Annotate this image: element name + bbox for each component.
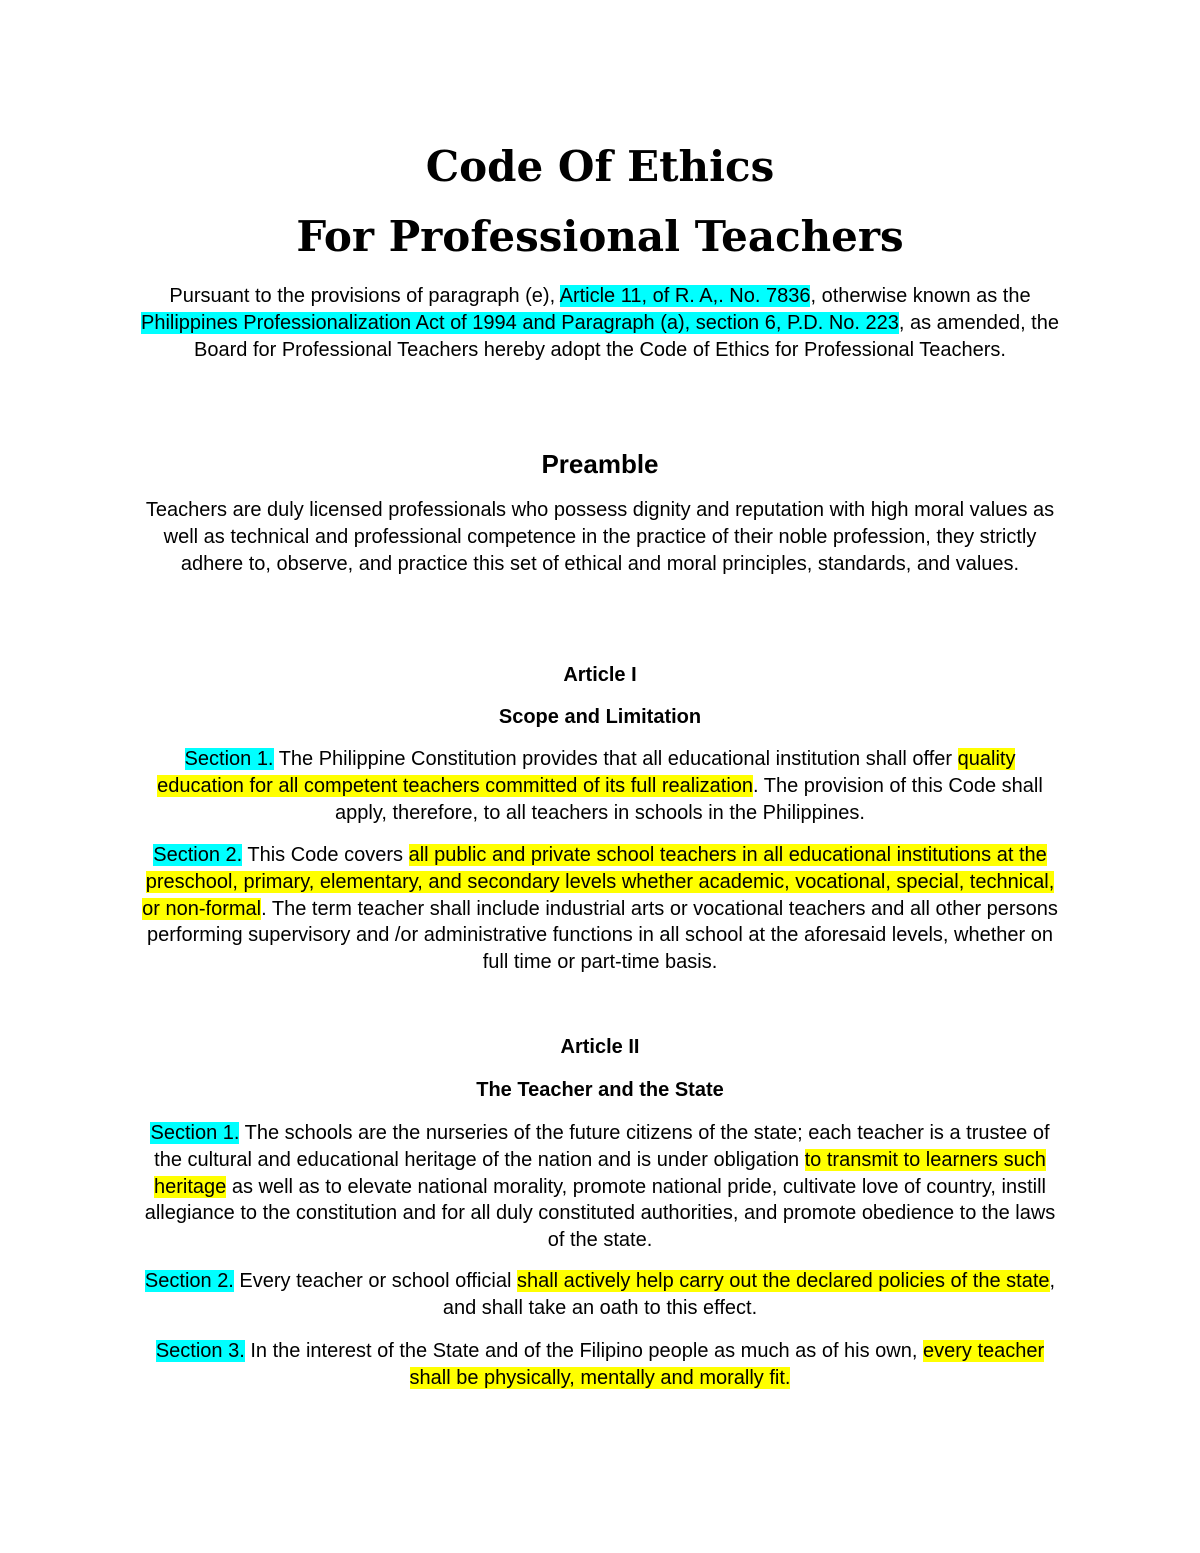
- intro-paragraph: [140, 283, 1060, 363]
- article-2-section-1: [140, 1120, 1060, 1254]
- article-2-subheading: The Teacher and the State: [476, 1079, 724, 1101]
- intro-text-1: Pursuant to the provisions of paragraph (e),: [169, 285, 560, 307]
- section-text: The Philippine Constitution provides that all educational institution shall offer: [273, 748, 958, 770]
- section-text: , and shall take an oath to this effect.: [442, 1270, 1056, 1319]
- section-text: . The provision of this Code shall apply, therefore, to all teachers in schools in the Philippines.: [335, 774, 1043, 824]
- section-text: as well as to elevate national morality, promote national pride, cultivate love of country, instill allegiance to the constitution and for all duly constituted authorities, and promote obedience to the laws of the state.: [144, 1175, 1056, 1252]
- section-text: . The term teacher shall include industrial arts or vocational teachers and all other persons performing supervisory and /or administrative functions in all school at the aforesaid levels, whether on full time or part-time basis.: [146, 897, 1058, 974]
- section-label: Section 1.: [150, 1122, 240, 1144]
- article-2-section-2: [140, 1268, 1060, 1322]
- intro-text-3: , as amended, the Board for Professional Teachers hereby adopt the Code of Ethics for Professional Teachers.: [194, 311, 1059, 361]
- intro-text-2: , otherwise known as the: [810, 285, 1031, 307]
- section-label: Section 1.: [184, 748, 274, 770]
- article-1-heading: Article I: [563, 664, 637, 686]
- article-1-subheading: Scope and Limitation: [498, 706, 702, 728]
- document-title-line-1: Code Of Ethics: [425, 142, 775, 191]
- section-label: Section 2.: [153, 844, 243, 866]
- section-text: Every teacher or school official: [233, 1270, 517, 1292]
- section-text: This Code covers: [242, 844, 409, 866]
- section-highlight: every teacher shall be physically, mentally and morally fit.: [409, 1340, 1045, 1389]
- intro-highlight-ra7836: Article 11, of R. A,. No. 7836: [559, 285, 811, 307]
- section-text: The schools are the nurseries of the future citizens of the state; each teacher is a trustee of the cultural and educational heritage of the nation and is under obligation: [154, 1122, 1050, 1171]
- section-highlight: shall actively help carry out the declared policies of the state: [516, 1270, 1050, 1292]
- document-title-line-2: For Professional Teachers: [296, 212, 904, 261]
- preamble-heading: Preamble: [541, 449, 659, 479]
- intro-highlight-act: Philippines Professionalization Act of 1994 and Paragraph (a), section 6, P.D. No. 223: [141, 311, 899, 334]
- article-1-section-1: [140, 746, 1060, 826]
- article-2-heading: Article II: [560, 1036, 640, 1058]
- section-text: In the interest of the State and of the Filipino people as much as of his own,: [244, 1340, 923, 1362]
- preamble-paragraph: Teachers are duly licensed professionals who possess dignity and reputation with high moral values as well as technical and professional competence in the practice of their noble profession, they strictly adhere to, observe, and practice this set of ethical and moral principles, standards, and values.: [145, 499, 1055, 575]
- section-highlight: all public and private school teachers in all educational institutions at the preschool, primary, elementary, and secondary levels whether academic, vocational, special, technical, or non-formal: [142, 844, 1055, 920]
- article-2-section-3: [140, 1338, 1060, 1392]
- article-1-section-2: [140, 842, 1060, 976]
- section-label: Section 2.: [144, 1270, 234, 1292]
- section-highlight: to transmit to learners such heritage: [154, 1148, 1046, 1198]
- section-highlight: quality education for all competent teachers committed of its full realization: [157, 748, 1016, 797]
- section-label: Section 3.: [155, 1340, 245, 1362]
